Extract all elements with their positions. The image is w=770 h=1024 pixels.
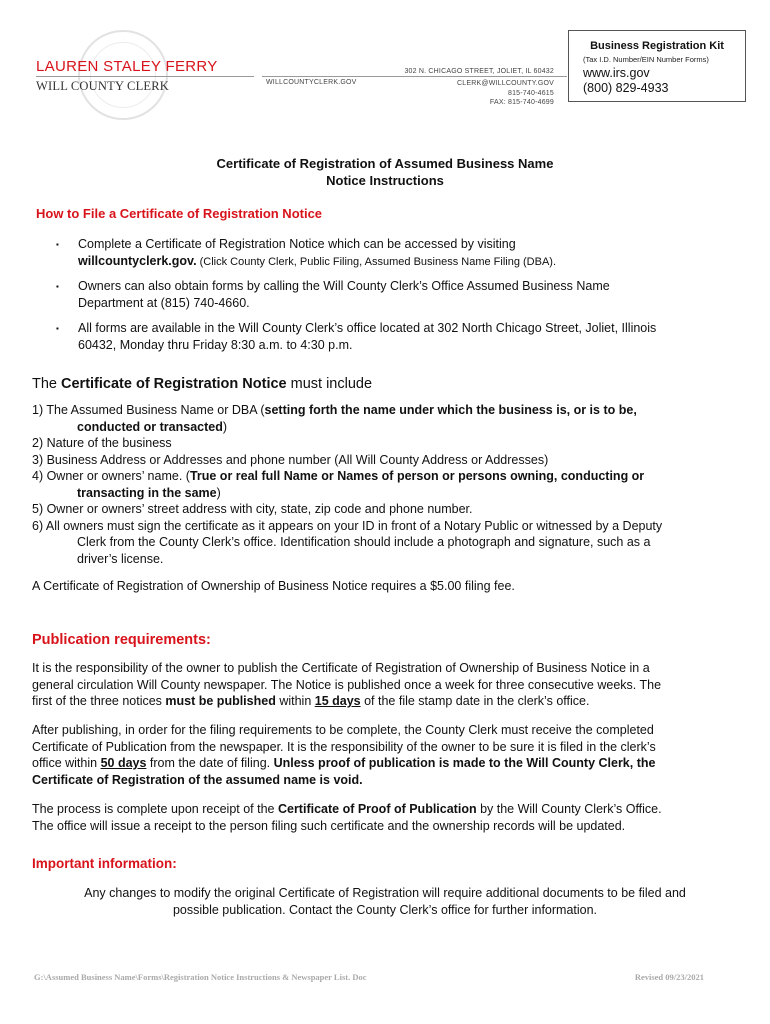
bullet-icon: ▪ (56, 324, 59, 333)
footer-revised-date: Revised 09/23/2021 (634, 972, 704, 982)
bullet-icon: ▪ (56, 240, 59, 249)
clerk-email: CLERK@WILLCOUNTY.GOV (457, 80, 554, 87)
clerk-fax: FAX: 815-740-4699 (489, 99, 554, 106)
list-item-cont: Clerk from the County Clerk’s office. Identification should include a photograph and signature, such as a (77, 535, 651, 549)
how-to-file-heading: How to File a Certificate of Registration Notice (36, 206, 323, 221)
list-item: 2) Nature of the business (32, 436, 172, 450)
list-item-cont: driver’s license. (77, 551, 164, 566)
publication-heading: Publication requirements: (32, 632, 211, 648)
list-item: All forms are available in the Will County Clerk’s office located at 302 North Chicago Street, Joliet, Illinois 60432, Monday thru Friday 8:30 a.m. to 4:30 p.m. (78, 321, 657, 352)
list-item: Owners can also obtain forms by calling the Will County Clerk’s Office Assumed Business Name Department at (815) 740-4660. (78, 279, 610, 310)
list-item: 3) Business Address or Addresses and phone number (All Will County Address or Addresses) (32, 452, 549, 467)
kit-phone: (800) 829-4933 (583, 81, 669, 95)
business-registration-kit-box (568, 30, 746, 102)
clerk-phone: 815-740-4615 (508, 90, 554, 97)
kit-title: Business Registration Kit (590, 40, 724, 52)
list-item: Complete a Certificate of Registration Notice which can be accessed by visiting willcountyclerk.gov. (Click County Clerk, Public Filing, Assumed Business Name Filing (DBA). (78, 237, 557, 268)
document-title (0, 155, 770, 189)
header-divider-left (36, 76, 254, 77)
important-heading: Important information: (32, 856, 177, 871)
list-item: 6) All owners must sign the certificate as it appears on your ID in front of a Notary Public or witnessed by a Deputy (32, 518, 663, 533)
clerk-address: 302 N. CHICAGO STREET, JOLIET, IL 60432 (404, 68, 554, 75)
county-seal-watermark (78, 30, 168, 120)
requirements-list (32, 402, 752, 567)
list-item: 4) Owner or owners’ name. (True or real full Name or Names of person or persons owning, conducting or (32, 469, 645, 483)
kit-website: www.irs.gov (583, 66, 650, 80)
clerk-name: LAUREN STALEY FERRY (36, 58, 218, 75)
list-item: 1) The Assumed Business Name or DBA (setting forth the name under which the business is, or is to be, (32, 403, 637, 417)
kit-subtitle: (Tax I.D. Number/EIN Number Forms) (583, 55, 709, 64)
clerk-title: WILL COUNTY CLERK (36, 79, 170, 93)
list-item-cont: transacting in the same) (77, 485, 221, 500)
bullet-icon: ▪ (56, 282, 59, 291)
title-line-2: Notice Instructions (326, 173, 444, 188)
list-item: 5) Owner or owners’ street address with city, state, zip code and phone number. (32, 502, 473, 516)
publication-paragraph-1: It is the responsibility of the owner to publish the Certificate of Registration of Ownership of Business Notice in a general circulation Will County newspaper. The Notice is published once a week for three consecutive weeks. The first of the three notices must be published within 15 days of the file stamp date in the clerk’s office. (32, 661, 662, 708)
filing-fee-text: A Certificate of Registration of Ownership of Business Notice requires a $5.00 filing fee. (32, 579, 515, 593)
important-text: Any changes to modify the original Certificate of Registration will require additional documents to be filed and possible publication. Contact the County Clerk’s office for further information. (84, 886, 686, 917)
footer-file-path: G:\Assumed Business Name\Forms\Registration Notice Instructions & Newspaper List. Doc (34, 972, 367, 982)
clerk-website: WILLCOUNTYCLERK.GOV (266, 79, 357, 86)
publication-paragraph-3: The process is complete upon receipt of the Certificate of Proof of Publication by the Will County Clerk’s Office. The office will issue a receipt to the person filing such certificate and the ownership records will be updated. (32, 802, 662, 833)
title-line-1: Certificate of Registration of Assumed Business Name (216, 156, 554, 171)
must-include-heading: The Certificate of Registration Notice must include (32, 376, 373, 392)
list-item-cont: conducted or transacted) (77, 419, 228, 434)
publication-paragraph-2: After publishing, in order for the filing requirements to be complete, the County Clerk must receive the completed Certificate of Publication from the newspaper. It is the responsibility of the owner to be sure it is filed in the clerk’s office within 50 days from the date of filing. Unless proof of publication is made to the Will County Clerk, the Certificate of Registration of the assumed name is void. (32, 723, 656, 787)
